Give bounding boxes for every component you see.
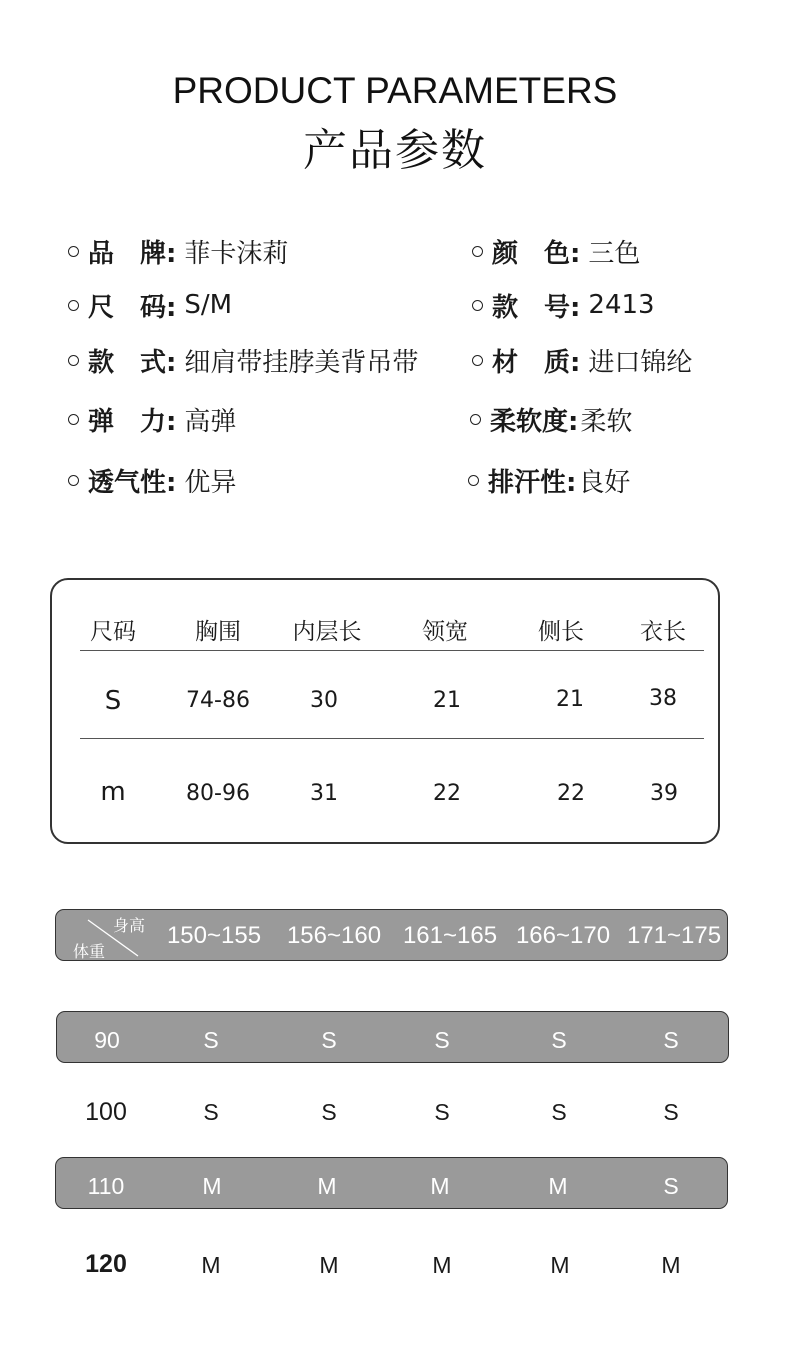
size-cell: 80-96 xyxy=(186,781,250,806)
fit-size-cell: M xyxy=(319,1252,339,1278)
corner-height-label: 身高 xyxy=(113,916,146,935)
param-label: 品 牌: xyxy=(88,238,177,269)
param-elasticity xyxy=(68,402,236,436)
bullet-icon xyxy=(68,475,79,486)
fit-size-cell: M xyxy=(550,1252,570,1278)
fit-size-cell: S xyxy=(434,1099,450,1125)
fit-size-cell: M xyxy=(317,1173,337,1199)
bullet-icon xyxy=(472,355,483,366)
size-cell: 38 xyxy=(649,686,677,711)
weight-cell: 100 xyxy=(85,1098,127,1126)
fit-size-cell: S xyxy=(434,1027,450,1053)
fit-size-cell: S xyxy=(551,1027,567,1053)
size-header: 胸围 xyxy=(195,619,241,645)
param-label: 排汗性: xyxy=(488,467,577,498)
param-label: 弹 力: xyxy=(88,406,177,437)
fit-size-cell: M xyxy=(202,1173,222,1199)
param-label: 透气性: xyxy=(88,467,177,498)
param-value: 2413 xyxy=(588,290,655,320)
bullet-icon xyxy=(472,300,483,311)
size-cell: 22 xyxy=(433,781,461,806)
param-label: 款 号: xyxy=(492,292,581,323)
size-cell: 31 xyxy=(310,781,338,806)
param-value: 进口锦纶 xyxy=(588,347,693,378)
size-header: 侧长 xyxy=(538,619,584,645)
page-title-chinese: 产品参数 xyxy=(303,125,487,176)
size-cell: 21 xyxy=(433,688,461,713)
fit-size-cell: S xyxy=(663,1027,679,1053)
fit-size-cell: S xyxy=(203,1099,219,1125)
height-header: 166~170 xyxy=(515,922,611,949)
param-label: 尺 码: xyxy=(88,292,177,323)
size-header: 衣长 xyxy=(640,619,686,645)
size-header: 内层长 xyxy=(292,619,362,645)
param-label: 柔软度: xyxy=(490,406,579,437)
fit-size-cell: S xyxy=(321,1099,337,1125)
param-color xyxy=(472,234,640,268)
param-value: 菲卡沫莉 xyxy=(184,238,289,269)
param-label: 材 质: xyxy=(492,347,581,378)
size-header: 尺码 xyxy=(90,619,136,645)
bullet-icon xyxy=(470,414,481,425)
bullet-icon xyxy=(68,355,79,366)
size-header: 领宽 xyxy=(422,619,468,645)
fit-size-cell: S xyxy=(663,1173,679,1199)
page-title-english: PRODUCT PARAMETERS xyxy=(172,70,618,111)
param-value: 优异 xyxy=(184,467,237,498)
height-header: 161~165 xyxy=(402,922,498,949)
fit-size-cell: S xyxy=(551,1099,567,1125)
param-value: S/M xyxy=(184,290,233,320)
height-header: 171~175 xyxy=(626,922,722,949)
param-value: 细肩带挂脖美背吊带 xyxy=(184,347,419,378)
divider xyxy=(80,650,704,651)
param-breathability xyxy=(68,463,236,497)
fit-size-cell: M xyxy=(432,1252,452,1278)
fit-row-band xyxy=(56,1011,729,1063)
size-cell: 21 xyxy=(556,687,584,712)
height-header: 150~155 xyxy=(166,922,262,949)
bullet-icon xyxy=(68,300,79,311)
weight-cell: 120 xyxy=(85,1250,127,1278)
fit-size-cell: M xyxy=(548,1173,568,1199)
size-table xyxy=(50,578,720,844)
fit-size-cell: S xyxy=(663,1099,679,1125)
weight-cell: 110 xyxy=(87,1173,125,1199)
bullet-icon xyxy=(68,414,79,425)
param-material xyxy=(472,343,692,377)
height-header: 156~160 xyxy=(286,922,382,949)
param-value: 高弹 xyxy=(184,406,237,437)
param-value: 柔软 xyxy=(580,406,633,437)
fit-size-cell: M xyxy=(201,1252,221,1278)
param-value: 三色 xyxy=(588,238,641,269)
fit-size-cell: M xyxy=(430,1173,450,1199)
divider xyxy=(80,738,704,739)
param-softness xyxy=(470,402,632,436)
corner-weight-label: 体重 xyxy=(73,942,106,961)
fit-size-cell: M xyxy=(661,1252,681,1278)
fit-row-band xyxy=(55,1157,728,1209)
fit-size-cell: S xyxy=(321,1027,337,1053)
param-size xyxy=(68,288,232,322)
size-cell: 39 xyxy=(650,781,678,806)
param-value: 良好 xyxy=(578,467,631,498)
param-style xyxy=(68,343,418,377)
size-cell: 74-86 xyxy=(186,688,250,713)
param-label: 款 式: xyxy=(88,347,177,378)
bullet-icon xyxy=(68,246,79,257)
param-style-number xyxy=(472,288,655,322)
size-cell: m xyxy=(100,777,126,807)
size-cell: S xyxy=(104,686,122,716)
weight-cell: 90 xyxy=(94,1027,120,1053)
param-brand xyxy=(68,234,288,268)
size-cell: 30 xyxy=(310,688,338,713)
param-sweat-wicking xyxy=(468,463,630,497)
fit-size-cell: S xyxy=(203,1027,219,1053)
param-label: 颜 色: xyxy=(492,238,581,269)
size-cell: 22 xyxy=(557,781,585,806)
bullet-icon xyxy=(472,246,483,257)
bullet-icon xyxy=(468,475,479,486)
